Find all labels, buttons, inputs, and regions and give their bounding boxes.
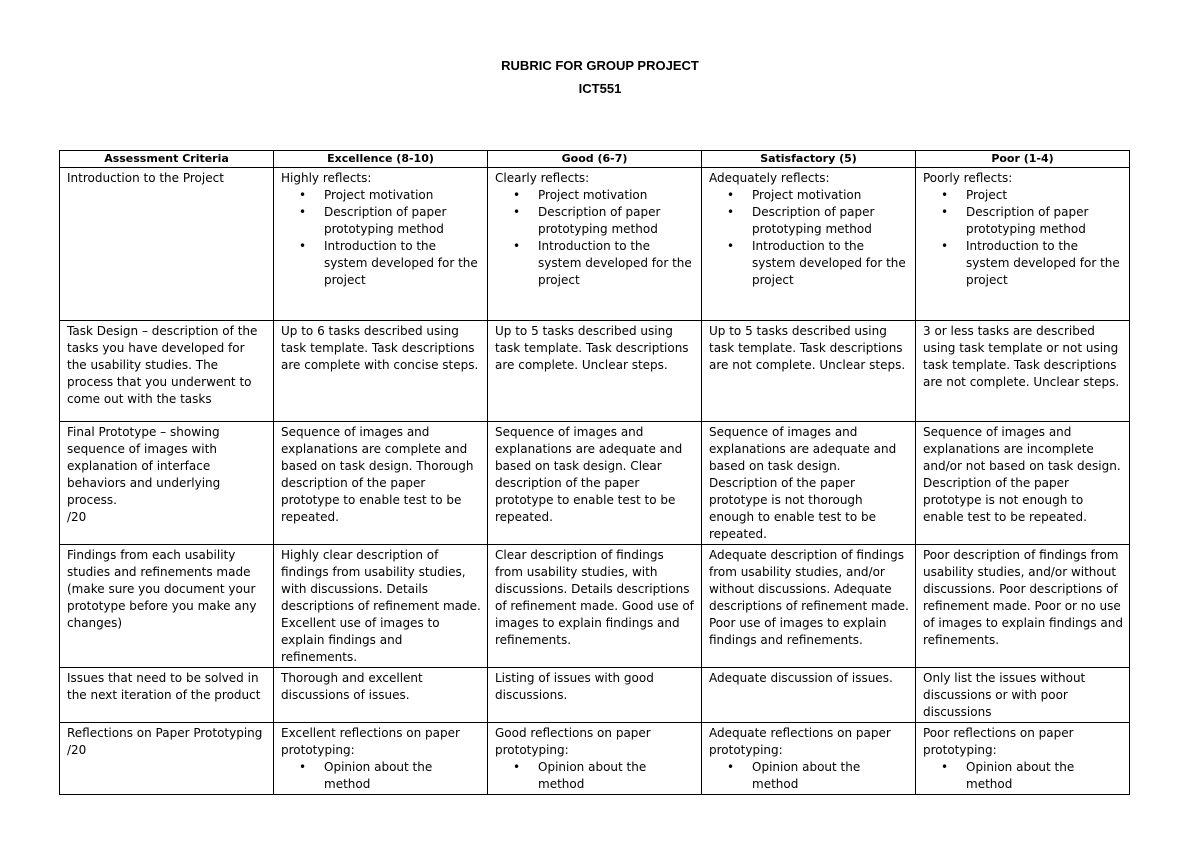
rubric-cell-satisfactory (702, 545, 916, 668)
bullet-item: • Opinion about the method (538, 759, 695, 793)
rubric-cell-good (488, 668, 702, 723)
bullet-item: • Project motivation (324, 187, 481, 204)
header-excellence: Excellence (8-10) (274, 151, 488, 168)
criteria-text: Issues that need to be solved in the next iteration of the product (67, 671, 261, 702)
cell-description: Sequence of images and explanations are adequate and based on task design. Clear description of the paper prototype to enable test to be repeated. (495, 425, 683, 524)
bullet-list (709, 187, 909, 289)
criteria-weight: /20 (67, 743, 87, 757)
rubric-cell-excellence (274, 668, 488, 723)
header-good: Good (6-7) (488, 151, 702, 168)
bullet-item: • Opinion about the method (752, 759, 909, 793)
criteria-cell (60, 168, 274, 321)
cell-description: Listing of issues with good discussions. (495, 671, 654, 702)
rubric-cell-good (488, 422, 702, 545)
criteria-cell (60, 321, 274, 422)
cell-description: Excellent reflections on paper prototyping: (281, 726, 460, 757)
rubric-cell-good (488, 545, 702, 668)
cell-description: Poor description of findings from usability studies, and/or without discussions. Poor descriptions of refinement made. Poor or no use of images to explain findings and refinements. (923, 548, 1123, 647)
header-assessment-criteria: Assessment Criteria (60, 151, 274, 168)
rubric-row (60, 668, 1130, 723)
rubric-cell-excellence (274, 422, 488, 545)
rubric-cell-satisfactory (702, 723, 916, 795)
rubric-row (60, 321, 1130, 422)
rubric-cell-poor (916, 321, 1130, 422)
rubric-cell-excellence (274, 545, 488, 668)
bullet-list (495, 759, 695, 793)
rubric-cell-satisfactory (702, 668, 916, 723)
criteria-text: Reflections on Paper Prototyping (67, 726, 263, 740)
cell-description: Good reflections on paper prototyping: (495, 726, 651, 757)
rubric-row (60, 168, 1130, 321)
cell-description: Only list the issues without discussions or with poor discussions (923, 671, 1086, 719)
bullet-list (923, 759, 1123, 793)
bullet-item: • Project motivation (538, 187, 695, 204)
cell-description: Clearly reflects: (495, 171, 590, 185)
bullet-item: • Description of paper prototyping method (324, 204, 481, 238)
rubric-cell-excellence (274, 321, 488, 422)
cell-description: Sequence of images and explanations are incomplete and/or not based on task design. Description of the paper prototype is not enough to enable test to be repeated. (923, 425, 1121, 524)
bullet-item: • Description of paper prototyping method (538, 204, 695, 238)
cell-description: Sequence of images and explanations are complete and based on task design. Thorough description of the paper prototype to enable test to be repeated. (281, 425, 474, 524)
bullet-list (281, 759, 481, 793)
bullet-item: • Project motivation (752, 187, 909, 204)
criteria-cell (60, 723, 274, 795)
rubric-cell-excellence (274, 723, 488, 795)
bullet-item: • Opinion about the method (966, 759, 1123, 793)
bullet-item: • Project (966, 187, 1123, 204)
criteria-weight: /20 (67, 510, 87, 524)
header-poor: Poor (1-4) (916, 151, 1130, 168)
cell-description: Up to 6 tasks described using task template. Task descriptions are complete with concise steps. (281, 324, 479, 372)
rubric-cell-poor (916, 422, 1130, 545)
bullet-list (495, 187, 695, 289)
bullet-list (923, 187, 1123, 289)
rubric-table (59, 150, 1130, 795)
cell-description: Thorough and excellent discussions of issues. (281, 671, 423, 702)
cell-description: Adequate discussion of issues. (709, 671, 893, 685)
rubric-cell-excellence (274, 168, 488, 321)
course-code: ICT551 (578, 81, 622, 96)
cell-description: Poor reflections on paper prototyping: (923, 726, 1074, 757)
bullet-item: • Introduction to the system developed for the project (966, 238, 1123, 289)
rubric-cell-satisfactory (702, 168, 916, 321)
rubric-row (60, 422, 1130, 545)
rubric-cell-poor (916, 668, 1130, 723)
rubric-row (60, 723, 1130, 795)
cell-description: Poorly reflects: (923, 171, 1013, 185)
rubric-cell-good (488, 321, 702, 422)
bullet-item: • Description of paper prototyping method (966, 204, 1123, 238)
cell-description: Adequately reflects: (709, 171, 830, 185)
cell-description: Sequence of images and explanations are adequate and based on task design. Description of the paper prototype is not thorough enough to enable test to be repeated. (709, 425, 897, 541)
bullet-item: • Opinion about the method (324, 759, 481, 793)
rubric-cell-poor (916, 723, 1130, 795)
bullet-item: • Introduction to the system developed for the project (538, 238, 695, 289)
rubric-row (60, 545, 1130, 668)
criteria-cell (60, 668, 274, 723)
criteria-text: Findings from each usability studies and refinements made (make sure you document your prototype before you make any changes) (67, 548, 257, 630)
cell-description: Clear description of findings from usability studies, with discussions. Details descriptions of refinement made. Good use of images to explain findings and refinements. (495, 548, 694, 647)
rubric-cell-good (488, 723, 702, 795)
cell-description: Up to 5 tasks described using task template. Task descriptions are not complete. Unclear steps. (709, 324, 906, 372)
criteria-text: Task Design – description of the tasks you have developed for the usability studies. The process that you underwent to come out with the tasks (67, 324, 258, 406)
bullet-item: • Introduction to the system developed for the project (752, 238, 909, 289)
rubric-cell-satisfactory (702, 422, 916, 545)
document-title: RUBRIC FOR GROUP PROJECT (501, 58, 699, 73)
rubric-cell-good (488, 168, 702, 321)
cell-description: Highly reflects: (281, 171, 372, 185)
header-row (60, 151, 1130, 168)
header-satisfactory: Satisfactory (5) (702, 151, 916, 168)
criteria-text: Final Prototype – showing sequence of images with explanation of interface behaviors and underlying process. (67, 425, 221, 507)
rubric-cell-poor (916, 545, 1130, 668)
bullet-item: • Description of paper prototyping method (752, 204, 909, 238)
bullet-list (709, 759, 909, 793)
cell-description: 3 or less tasks are described using task template or not using task template. Task descriptions are not complete. Unclear steps. (923, 324, 1120, 389)
criteria-text: Introduction to the Project (67, 171, 224, 185)
cell-description: Highly clear description of findings from usability studies, with discussions. Details descriptions of refinement made. Excellent use of images to explain findings and refinements. (281, 548, 481, 664)
criteria-cell (60, 422, 274, 545)
bullet-list (281, 187, 481, 289)
criteria-cell (60, 545, 274, 668)
rubric-cell-satisfactory (702, 321, 916, 422)
cell-description: Adequate description of findings from usability studies, and/or without discussions. Adequate descriptions of refinement made. Poor use of images to explain findings and refinements. (709, 548, 909, 647)
cell-description: Adequate reflections on paper prototyping: (709, 726, 891, 757)
rubric-cell-poor (916, 168, 1130, 321)
cell-description: Up to 5 tasks described using task template. Task descriptions are complete. Unclear steps. (495, 324, 689, 372)
bullet-item: • Introduction to the system developed for the project (324, 238, 481, 289)
